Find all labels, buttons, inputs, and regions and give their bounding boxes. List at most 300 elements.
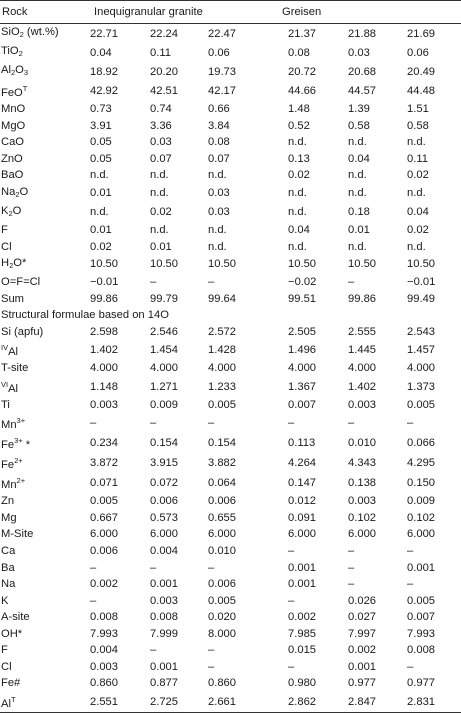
column-gap [258,151,280,168]
table-row [0,151,461,168]
value-cell: 20.20 [150,65,178,78]
label-part: A-site [1,611,30,624]
value-cell: 0.11 [150,46,171,59]
section-header-row [0,307,461,324]
value-cell: – [407,417,414,430]
value-cell: 42.51 [150,85,178,97]
table-row [0,184,461,203]
value-cell: 2.546 [150,325,178,338]
value-cell: 0.04 [407,206,429,219]
table-row [0,323,461,340]
table-row [0,43,461,62]
value-cell: 0.010 [208,545,236,558]
label-part: Na [1,578,16,591]
value-cell: 44.66 [288,85,317,97]
column-gap [258,118,280,135]
value-cell: 0.026 [348,594,377,607]
value-cell: 0.18 [348,206,370,219]
value-cell: n.d. [407,187,426,200]
value-cell: 0.005 [407,398,436,411]
label-part: Al [8,382,19,395]
value-cell: n.d. [150,187,169,200]
value-cell: – [208,276,215,289]
value-cell: 0.064 [208,477,236,490]
label-part: * [22,439,31,452]
value-cell: 0.007 [407,611,436,624]
value-cell: 2.862 [288,695,317,708]
column-gap [258,526,280,543]
column-gap [258,625,280,642]
row-label [0,184,82,203]
value-cell: 7.999 [150,627,178,640]
value-cell: 0.05 [90,152,112,165]
value-cell: n.d. [288,187,307,200]
label-part: Na [1,185,16,198]
column-gap [258,340,280,360]
column-gap [258,167,280,184]
value-cell: n.d. [150,169,169,182]
value-cell: 4.000 [150,362,178,375]
value-cell: n.d. [208,169,227,182]
value-cell: 0.58 [407,119,429,132]
value-cell: 0.138 [348,477,377,490]
value-cell: 0.154 [208,437,236,450]
table-row [0,526,461,543]
label-part: BaO [1,169,24,182]
value-cell: 0.03 [348,46,370,59]
row-label [0,360,82,377]
table-row [0,493,461,510]
value-cell: 10.50 [288,258,317,271]
value-cell: – [208,644,215,657]
value-cell: 8.000 [208,627,236,640]
table-row [0,238,461,255]
value-cell: – [90,594,97,607]
value-cell: n.d. [348,169,367,182]
row-label [0,151,82,168]
column-gap [258,433,280,453]
label-part: 2 [8,208,13,218]
value-cell: 6.000 [90,528,118,541]
value-cell: 0.001 [407,561,436,574]
value-cell: 0.03 [150,136,172,149]
value-cell: 0.147 [288,477,317,490]
table-row [0,642,461,659]
value-cell: 0.020 [208,611,236,624]
label-part: FeO [1,87,23,99]
label-part: O* [13,256,27,269]
table-row [0,413,461,433]
value-cell: – [90,561,97,574]
row-label [0,592,82,609]
value-cell: 0.001 [288,561,317,574]
value-cell: 0.008 [407,644,436,657]
value-cell: 0.234 [90,437,118,450]
value-cell: 0.02 [150,206,172,219]
column-gap [258,642,280,659]
column-gap [258,609,280,626]
value-cell: 0.003 [90,660,118,673]
label-part: F [1,224,8,236]
value-cell: 6.000 [407,528,436,541]
value-cell: 1.39 [348,103,370,116]
column-gap [258,238,280,255]
value-cell: 0.52 [288,119,310,132]
column-gap [258,413,280,433]
label-part: Fe# [1,677,21,690]
label-part: T-site [1,362,29,375]
value-cell: 0.06 [208,46,230,59]
value-cell: 1.428 [208,344,236,357]
row-label [0,659,82,676]
label-part: VI [1,379,9,389]
row-label [0,609,82,626]
column-gap [258,43,280,62]
value-cell: 0.072 [150,477,178,490]
value-cell: 0.04 [288,224,310,236]
table-row [0,274,461,291]
value-cell: n.d. [348,187,367,200]
value-cell: 1.402 [90,344,118,357]
value-cell: 0.003 [348,398,377,411]
table-row [0,397,461,414]
label-part: Mn [1,479,17,492]
value-cell: 0.066 [407,437,436,450]
table-row [0,134,461,151]
label-part: K [1,204,9,217]
value-cell: 99.49 [407,292,436,305]
table-row [0,675,461,692]
label-part: Ti [1,398,10,411]
row-label [0,62,82,81]
value-cell: 4.000 [407,362,436,375]
column-gap [258,360,280,377]
value-cell: 20.68 [348,65,377,78]
row-label [0,526,82,543]
column-gap [258,397,280,414]
value-cell: 0.006 [150,495,178,508]
value-cell: 6.000 [348,528,377,541]
row-label [0,397,82,414]
value-cell: 0.74 [150,103,172,116]
value-cell: 0.04 [90,46,112,59]
value-cell: – [208,561,215,574]
column-gap [258,81,280,101]
value-cell: 3.915 [150,457,178,470]
value-cell: 0.001 [348,660,377,673]
table-row [0,659,461,676]
column-gap [258,543,280,560]
row-label [0,692,82,713]
value-cell: 0.102 [348,511,377,524]
value-cell: 0.006 [208,495,236,508]
table-row [0,625,461,642]
value-cell: 1.373 [407,380,436,393]
value-cell: n.d. [348,136,367,149]
value-cell: 0.13 [288,152,310,165]
value-cell: 0.009 [407,495,436,508]
column-gap [258,323,280,340]
label-part: IV [1,343,9,353]
label-part: Si (apfu) [1,325,44,338]
value-cell: 0.003 [90,398,118,411]
column-gap [258,184,280,203]
value-cell: n.d. [288,240,307,253]
row-label [0,493,82,510]
value-cell: 1.148 [90,380,118,393]
row-label [0,510,82,527]
value-cell: 0.877 [150,677,178,690]
value-cell: 0.001 [150,660,178,673]
value-cell: 0.73 [90,103,112,116]
label-part: 2 [9,260,14,270]
label-part: MnO [1,103,26,116]
value-cell: 0.66 [208,103,230,116]
label-part: M-Site [1,528,34,541]
label-part: Fe [1,459,15,472]
table-row [0,576,461,593]
table-row [0,692,461,713]
value-cell: 1.496 [288,344,317,357]
value-cell: 0.04 [348,152,370,165]
value-cell: 0.006 [90,545,118,558]
row-label [0,43,82,62]
column-gap [258,290,280,307]
value-cell: 0.009 [150,398,178,411]
value-cell: 0.008 [150,611,178,624]
rock-column-header: Rock [2,6,28,18]
table-body [0,24,461,713]
value-cell: 0.071 [90,477,118,490]
label-part: OH* [1,627,23,640]
row-label [0,642,82,659]
label-part: Ca [1,545,16,558]
value-cell: 4.000 [208,362,236,375]
value-cell: 22.47 [208,27,236,40]
value-cell: – [150,561,157,574]
value-cell: n.d. [150,224,169,236]
table-row [0,222,461,239]
label-part: K [1,594,9,607]
value-cell: 0.003 [150,594,178,607]
value-cell: 7.993 [407,627,436,640]
label-part: Ba [1,561,15,574]
value-cell: 0.08 [208,136,230,149]
value-cell: – [150,417,157,430]
row-label [0,238,82,255]
value-cell: 0.091 [288,511,317,524]
row-label [0,576,82,593]
label-part: O [15,64,24,76]
value-cell: 0.655 [208,511,236,524]
row-label [0,290,82,307]
value-cell: 4.343 [348,457,377,470]
value-cell: – [348,561,355,574]
column-gap [258,559,280,576]
value-cell: 20.49 [407,65,436,78]
value-cell: 0.01 [348,224,370,236]
table-row [0,609,461,626]
value-cell: 44.57 [348,85,377,97]
column-gap [258,510,280,527]
value-cell: 10.50 [348,258,377,271]
value-cell: 10.50 [150,258,178,271]
table-row [0,377,461,397]
value-cell: 0.005 [208,398,236,411]
value-cell: 0.860 [90,677,118,690]
label-part: H [1,256,10,269]
value-cell: 2.725 [150,695,178,708]
value-cell: 1.402 [348,380,377,393]
row-label [0,203,82,222]
value-cell: 0.05 [90,136,112,149]
row-label [0,222,82,239]
value-cell: 0.01 [90,224,112,236]
value-cell: 4.000 [348,362,377,375]
value-cell: 0.113 [288,437,316,450]
value-cell: – [288,545,295,558]
value-cell: 0.003 [348,495,377,508]
column-gap [258,203,280,222]
value-cell: 1.457 [407,344,436,357]
value-cell: 19.73 [208,65,236,78]
value-cell: 0.977 [407,677,436,690]
label-part: 2+ [14,456,23,466]
label-part: ZnO [1,152,23,165]
value-cell: 1.445 [348,344,377,357]
row-label [0,377,82,397]
table-row [0,433,461,453]
table-row [0,203,461,222]
value-cell: n.d. [208,240,227,253]
value-cell: – [348,276,355,289]
value-cell: 2.572 [208,325,236,338]
value-cell: 10.50 [407,258,436,271]
value-cell: – [208,417,215,430]
value-cell: 99.64 [208,292,236,305]
value-cell: n.d. [407,240,426,253]
value-cell: 0.012 [288,495,317,508]
value-cell: 6.000 [150,528,178,541]
value-cell: 21.37 [288,27,317,40]
value-cell: 0.01 [150,240,172,253]
table-row [0,167,461,184]
row-label [0,255,82,274]
value-cell: – [348,545,355,558]
value-cell: – [288,417,295,430]
value-cell: 0.58 [348,119,370,132]
label-part: TiO [1,45,19,57]
value-cell: 20.72 [288,65,317,78]
label-part: 2 [10,68,16,77]
label-part: 3+ [16,416,26,426]
label-part: O=F=Cl [1,276,41,289]
value-cell: 0.150 [407,477,436,490]
label-part: T [10,694,16,704]
value-cell: 2.505 [288,325,317,338]
value-cell: – [407,660,414,673]
row-label [0,118,82,135]
value-cell: 1.233 [208,380,236,393]
table-row [0,255,461,274]
row-label [0,433,82,453]
value-cell: 2.831 [407,695,436,708]
label-part: Cl [1,660,12,673]
value-cell: 1.271 [150,380,178,393]
value-cell: 42.92 [90,85,118,97]
value-cell: 6.000 [288,528,317,541]
column-gap [258,377,280,397]
label-part: 2 [18,49,23,58]
label-part: MgO [1,119,26,132]
value-cell: 0.08 [288,46,310,59]
value-cell: 0.667 [90,511,118,524]
value-cell: 0.154 [150,437,178,450]
label-part: F [1,644,8,657]
value-cell: 99.86 [348,292,377,305]
value-cell: 0.980 [288,677,317,690]
value-cell: 22.24 [150,27,178,40]
row-label [0,274,82,291]
greisen-group-header: Greisen [282,6,322,18]
label-part: Al [8,346,19,359]
value-cell: 0.006 [208,578,236,591]
column-gap [258,453,280,473]
value-cell: 7.993 [90,627,118,640]
label-part: Al [1,64,11,76]
label-part: SiO [1,26,20,38]
table-row [0,101,461,118]
value-cell: 0.004 [90,644,118,657]
value-cell: 7.997 [348,627,377,640]
table-row [0,510,461,527]
row-label [0,413,82,433]
granite-group-header: Inequigranular granite [94,6,203,18]
column-gap [258,493,280,510]
label-part: 2 [19,30,24,39]
label-part: 2+ [16,476,26,486]
label-part: O [19,185,29,198]
value-cell: 0.03 [208,206,230,219]
value-cell: 99.51 [288,292,317,305]
column-gap [258,659,280,676]
column-gap [258,134,280,151]
value-cell: 7.985 [288,627,317,640]
row-label [0,543,82,560]
column-gap [258,222,280,239]
value-cell: 1.367 [288,380,317,393]
table-row [0,453,461,473]
value-cell: 0.005 [407,594,436,607]
value-cell: 0.977 [348,677,377,690]
value-cell: 4.000 [90,362,118,375]
row-label [0,559,82,576]
value-cell: 6.000 [208,528,236,541]
value-cell: 0.02 [90,240,112,253]
value-cell: 0.008 [90,611,118,624]
value-cell: 3.84 [208,119,230,132]
column-gap [258,101,280,118]
value-cell: – [288,594,295,607]
row-label [0,167,82,184]
row-label [0,625,82,642]
label-part: T [22,84,28,93]
table-row [0,592,461,609]
value-cell: 0.860 [208,677,236,690]
section-title: Structural formulae based on 14O [1,309,169,322]
value-cell: 3.872 [90,457,118,470]
table-row [0,290,461,307]
